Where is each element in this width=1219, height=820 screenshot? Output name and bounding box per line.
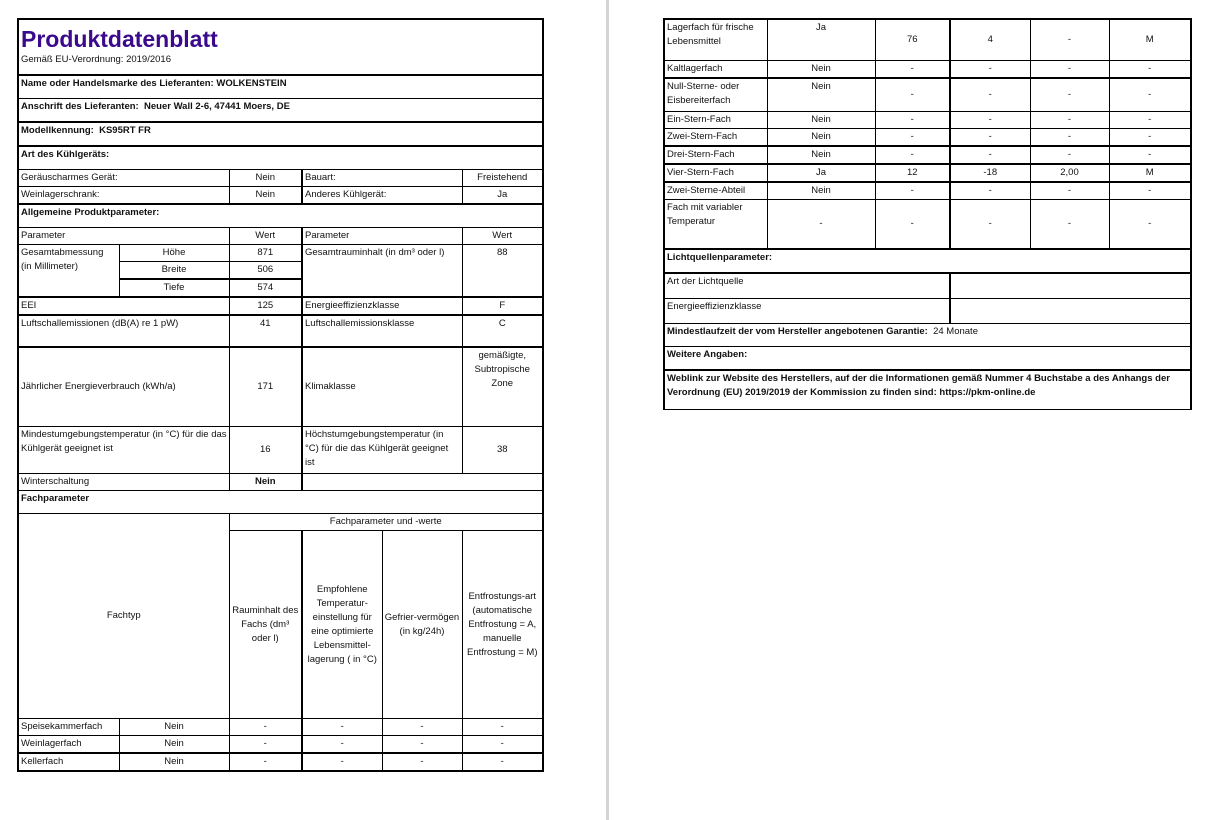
general-heading-row	[18, 204, 543, 228]
general-heading: Allgemeine Produktparameter:	[18, 204, 543, 228]
compartment-present: Nein	[119, 753, 229, 771]
compartment-temp: -	[950, 146, 1030, 164]
supplier-name-label: Name oder Handelsmarke des Lieferanten:	[21, 78, 214, 89]
weblink-row	[664, 370, 1191, 410]
compartment-type: Kaltlagerfach	[664, 61, 767, 79]
compartment-type: Zwei-Sterne-Abteil	[664, 182, 767, 200]
supplier-address-row	[18, 99, 543, 123]
appliance-type-row	[18, 170, 543, 187]
appliance-value-2: Ja	[462, 187, 543, 205]
compartment-temp: -18	[950, 164, 1030, 182]
light-label: Art der Lichtquelle	[664, 273, 950, 299]
header-value: Wert	[229, 228, 302, 245]
compartment-row	[664, 19, 1191, 61]
compartment-freeze: -	[1030, 200, 1109, 250]
general-value: 41	[229, 315, 302, 347]
compartment-present: -	[767, 200, 875, 250]
dimension-value: 871	[229, 245, 302, 262]
compartment-volume: -	[875, 182, 950, 200]
general-row	[18, 315, 543, 347]
dimension-label: Tiefe	[119, 279, 229, 297]
compartment-temp: -	[302, 719, 382, 736]
header-volume: Rauminhalt des Fachs (dm³ oder l)	[229, 531, 302, 719]
compartment-present: Nein	[767, 78, 875, 112]
general-row	[18, 297, 543, 315]
compartment-temp: 4	[950, 19, 1030, 61]
compartment-present: Nein	[767, 129, 875, 147]
compartment-temp: -	[950, 78, 1030, 112]
compartment-row	[664, 112, 1191, 129]
compartment-volume: -	[875, 129, 950, 147]
document-subtitle: Gemäß EU-Verordnung: 2019/2016	[21, 54, 171, 65]
compartment-defrost: -	[1109, 61, 1191, 79]
general-value-2: F	[462, 297, 543, 315]
page-2	[663, 18, 1190, 410]
compartment-row	[664, 78, 1191, 112]
compartment-freeze: 2,00	[1030, 164, 1109, 182]
light-row	[664, 299, 1191, 324]
general-value-2: C	[462, 315, 543, 347]
model-label: Modellkennung:	[21, 125, 94, 136]
compartment-freeze: -	[1030, 19, 1109, 61]
general-label: Mindestumgebungstemperatur (in °C) für die das Kühlgerät geeignet ist	[18, 427, 229, 474]
header-parameter-2: Parameter	[302, 228, 462, 245]
document-title: Produktdatenblatt	[21, 26, 218, 52]
compartment-present: Nein	[767, 182, 875, 200]
model-value: KS95RT FR	[99, 125, 151, 136]
compartment-row	[18, 753, 543, 771]
general-label: Jährlicher Energieverbrauch (kWh/a)	[18, 347, 229, 427]
compartment-row	[18, 719, 543, 736]
compartment-volume: -	[229, 719, 302, 736]
compartment-heading: Fachparameter	[18, 491, 543, 514]
compartment-type: Zwei-Stern-Fach	[664, 129, 767, 147]
general-value: 125	[229, 297, 302, 315]
general-value-2: 38	[462, 427, 543, 474]
compartment-temp: -	[302, 736, 382, 754]
general-header-row	[18, 228, 543, 245]
appliance-label: Weinlagerschrank:	[18, 187, 229, 205]
compartment-defrost: -	[1109, 146, 1191, 164]
compartment-heading-row	[18, 491, 543, 514]
further-info-row	[664, 347, 1191, 371]
compartment-present: Nein	[767, 112, 875, 129]
general-row	[18, 347, 543, 427]
compartment-defrost: M	[1109, 19, 1191, 61]
supplier-address-label: Anschrift des Lieferanten:	[21, 101, 139, 112]
supplier-name-value: WOLKENSTEIN	[216, 78, 287, 89]
compartment-defrost: -	[1109, 200, 1191, 250]
compartment-freeze: -	[1030, 129, 1109, 147]
compartment-volume: -	[229, 736, 302, 754]
further-info-label: Weitere Angaben:	[664, 347, 1191, 371]
page-1	[17, 18, 542, 772]
dimensions-label: Gesamtabmessung (in Millimeter)	[18, 245, 119, 298]
compartment-type: Fach mit variabler Temperatur	[664, 200, 767, 250]
compartment-type: Drei-Stern-Fach	[664, 146, 767, 164]
dimension-label: Höhe	[119, 245, 229, 262]
compartment-freeze: -	[382, 736, 462, 754]
compartment-freeze: -	[1030, 61, 1109, 79]
dimension-value: 574	[229, 279, 302, 297]
compartment-defrost: -	[1109, 78, 1191, 112]
compartment-volume: -	[875, 200, 950, 250]
datasheet-table-page-2	[663, 18, 1192, 410]
general-label-2: Höchstumgebungstemperatur (in °C) für die das Kühlgerät geeignet ist	[302, 427, 462, 474]
compartment-row	[664, 200, 1191, 250]
appliance-value-2: Freistehend	[462, 170, 543, 187]
datasheet-table-page-1	[17, 18, 544, 772]
supplier-address-value: Neuer Wall 2-6, 47441 Moers, DE	[144, 101, 290, 112]
compartment-defrost: -	[462, 753, 543, 771]
compartment-defrost: M	[1109, 164, 1191, 182]
compartment-temp: -	[950, 182, 1030, 200]
header-value-2: Wert	[462, 228, 543, 245]
appliance-label-2: Anderes Kühlgerät:	[302, 187, 462, 205]
warranty-value: 24 Monate	[933, 326, 978, 337]
dimension-label: Breite	[119, 262, 229, 280]
compartment-present: Nein	[119, 736, 229, 754]
compartment-type: Weinlagerfach	[18, 736, 119, 754]
light-value	[950, 273, 1191, 299]
compartment-type: Ein-Stern-Fach	[664, 112, 767, 129]
winter-label: Winterschaltung	[18, 474, 229, 491]
dimension-row	[18, 245, 543, 262]
compartment-defrost: -	[1109, 129, 1191, 147]
general-value: 171	[229, 347, 302, 427]
general-label-2: Energieeffizienzklasse	[302, 297, 462, 315]
general-label: Luftschallemissionen (dB(A) re 1 pW)	[18, 315, 229, 347]
general-label-2: Klimaklasse	[302, 347, 462, 427]
header-defrost: Entfrostungs-art (automatische Entfrostung = A, manuelle Entfrostung = M)	[462, 531, 543, 719]
general-row	[18, 427, 543, 474]
compartment-present: Nein	[767, 146, 875, 164]
compartment-defrost: -	[1109, 112, 1191, 129]
model-row	[18, 122, 543, 146]
volume-label: Gesamtrauminhalt (in dm³ oder l)	[302, 245, 462, 298]
light-value	[950, 299, 1191, 324]
appliance-type-heading-row	[18, 146, 543, 170]
compartment-temp: -	[950, 200, 1030, 250]
general-value: 16	[229, 427, 302, 474]
compartment-temp: -	[950, 112, 1030, 129]
light-row	[664, 273, 1191, 299]
supplier-name-row	[18, 75, 543, 99]
appliance-value: Nein	[229, 170, 302, 187]
compartment-type: Lagerfach für frische Lebensmittel	[664, 19, 767, 61]
appliance-label: Geräuscharmes Gerät:	[18, 170, 229, 187]
general-label-2: Luftschallemissionsklasse	[302, 315, 462, 347]
compartment-row	[664, 129, 1191, 147]
winter-empty	[302, 474, 543, 491]
compartment-type: Vier-Stern-Fach	[664, 164, 767, 182]
compartment-present: Ja	[767, 164, 875, 182]
compartment-row	[664, 146, 1191, 164]
warranty-label: Mindestlaufzeit der vom Hersteller angebotenen Garantie:	[667, 326, 928, 337]
compartment-freeze: -	[1030, 112, 1109, 129]
winter-row	[18, 474, 543, 491]
compartment-defrost: -	[1109, 182, 1191, 200]
compartment-freeze: -	[1030, 146, 1109, 164]
general-value-2: gemäßigte, Subtropische Zone	[462, 347, 543, 427]
compartment-freeze: -	[1030, 78, 1109, 112]
compartment-volume: -	[875, 112, 950, 129]
compartment-present: Nein	[119, 719, 229, 736]
warranty-row	[664, 324, 1191, 347]
compartment-temp: -	[302, 753, 382, 771]
compartment-freeze: -	[382, 753, 462, 771]
compartment-freeze: -	[382, 719, 462, 736]
compartment-temp: -	[950, 61, 1030, 79]
appliance-value: Nein	[229, 187, 302, 205]
compartment-type: Speisekammerfach	[18, 719, 119, 736]
compartment-volume: 12	[875, 164, 950, 182]
general-label: EEI	[18, 297, 229, 315]
compartment-type: Null-Sterne- oder Eisbereiterfach	[664, 78, 767, 112]
appliance-type-row	[18, 187, 543, 205]
compartment-volume: -	[875, 78, 950, 112]
weblink-text: Weblink zur Website des Herstellers, auf der die Informationen gemäß Nummer 4 Buchstabe a des Anhangs der Verordnung (EU) 2019/2019 der Kommission zu finden sind: https://pkm-online.de	[664, 370, 1191, 410]
light-heading: Lichtquellenparameter:	[664, 249, 1191, 273]
page-divider	[606, 0, 609, 820]
compartment-volume: -	[229, 753, 302, 771]
compartment-row	[18, 736, 543, 754]
title-row	[18, 19, 543, 75]
compartment-group-header: Fachparameter und -werte	[229, 514, 543, 531]
compartment-defrost: -	[462, 719, 543, 736]
header-freezing: Gefrier-vermögen (in kg/24h)	[382, 531, 462, 719]
compartment-present: Nein	[767, 61, 875, 79]
compartment-volume: 76	[875, 19, 950, 61]
header-parameter: Parameter	[18, 228, 229, 245]
header-temperature: Empfohlene Temperatur-einstellung für eine optimierte Lebensmittel-lagerung ( in °C)	[302, 531, 382, 719]
winter-value: Nein	[229, 474, 302, 491]
header-fachtyp: Fachtyp	[18, 514, 229, 719]
compartment-volume: -	[875, 61, 950, 79]
compartment-row	[664, 61, 1191, 79]
compartment-group-header-row	[18, 514, 543, 531]
appliance-label-2: Bauart:	[302, 170, 462, 187]
appliance-type-heading: Art des Kühlgeräts:	[18, 146, 543, 170]
compartment-defrost: -	[462, 736, 543, 754]
compartment-volume: -	[875, 146, 950, 164]
compartment-type: Kellerfach	[18, 753, 119, 771]
compartment-row	[664, 164, 1191, 182]
compartment-temp: -	[950, 129, 1030, 147]
compartment-freeze: -	[1030, 182, 1109, 200]
light-heading-row	[664, 249, 1191, 273]
light-label: Energieeffizienzklasse	[664, 299, 950, 324]
compartment-present: Ja	[767, 19, 875, 61]
compartment-row	[664, 182, 1191, 200]
dimension-value: 506	[229, 262, 302, 280]
volume-value: 88	[462, 245, 543, 298]
